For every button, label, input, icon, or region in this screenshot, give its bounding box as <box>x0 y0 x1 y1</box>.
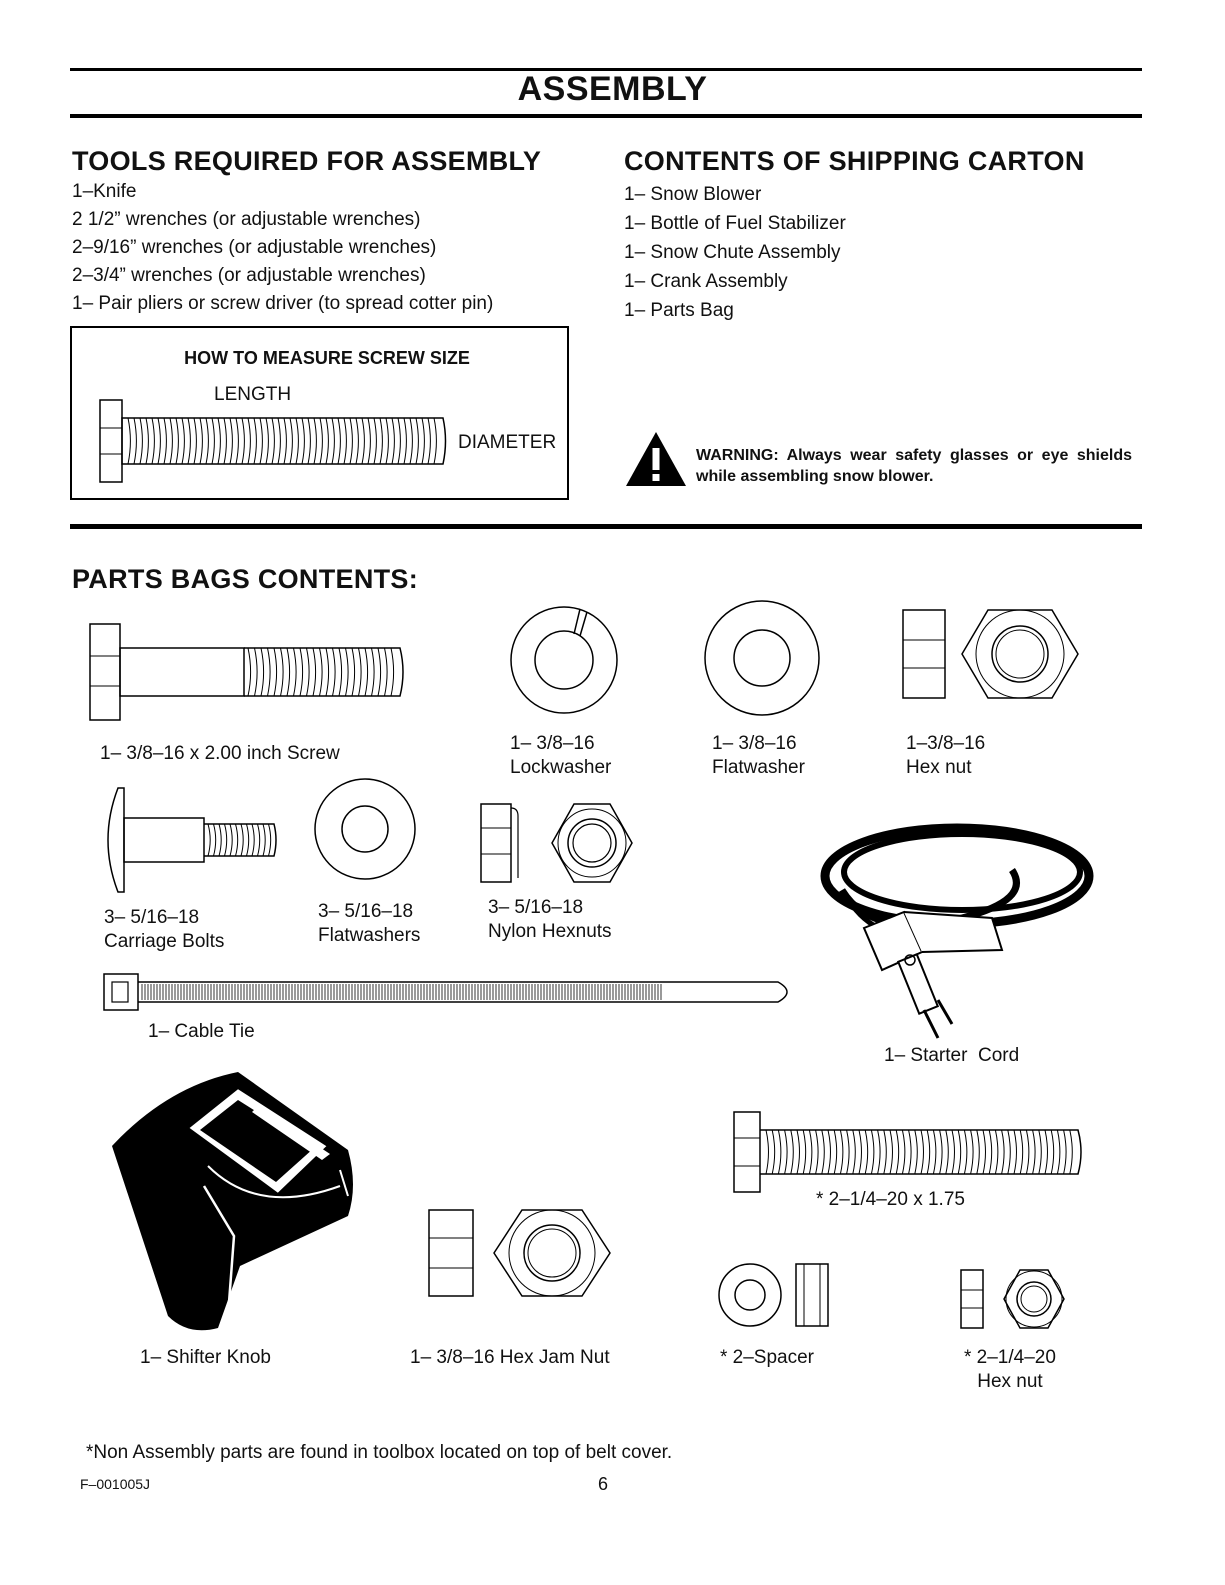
small-hexnut-name: Hex nut <box>977 1371 1043 1392</box>
warning-triangle-icon <box>624 430 688 488</box>
list-item: 1– Parts Bag <box>624 300 734 321</box>
cable-tie-icon <box>102 968 802 1016</box>
lockwasher-size: 1– 3/8–16 <box>510 733 595 754</box>
flatwasher-caption <box>712 732 805 780</box>
list-item: 2–9/16” wrenches (or adjustable wrenches) <box>72 237 437 258</box>
bolt-175-icon <box>732 1110 1088 1194</box>
screw-diagram-icon <box>98 398 458 488</box>
starter-cord-caption: 1– Starter Cord <box>884 1045 1020 1066</box>
lockwasher-caption <box>510 732 611 780</box>
hexnut-caption <box>906 732 985 780</box>
tools-heading: TOOLS REQUIRED FOR ASSEMBLY <box>72 146 542 176</box>
doc-code: F–001005J <box>80 1476 151 1492</box>
footnote: *Non Assembly parts are found in toolbox located on top of belt cover. <box>86 1442 673 1463</box>
hexnut-icon <box>900 606 1085 702</box>
starter-cord-icon <box>812 810 1102 1040</box>
list-item: 1– Bottle of Fuel Stabilizer <box>624 213 846 234</box>
warning-text: WARNING: Always wear safety glasses or eye shields while assembling snow blower. <box>696 447 1132 485</box>
flatwasher-small-icon <box>312 776 418 882</box>
page-number: 6 <box>598 1474 609 1494</box>
hex-jam-nut-caption: 1– 3/8–16 Hex Jam Nut <box>410 1347 610 1368</box>
carriage-bolts-name: Carriage Bolts <box>104 931 225 952</box>
nylon-hexnuts-size: 3– 5/16–18 <box>488 897 584 918</box>
flatwashers-size: 3– 5/16–18 <box>318 901 414 922</box>
measure-box-title: HOW TO MEASURE SCREW SIZE <box>184 348 470 368</box>
lockwasher-icon <box>508 604 620 716</box>
section-rule <box>70 524 1142 529</box>
hex-jam-nut-icon <box>426 1206 616 1300</box>
tools-list <box>72 178 493 318</box>
nylon-hexnuts-name: Nylon Hexnuts <box>488 921 612 942</box>
flatwasher-icon <box>702 598 822 718</box>
bolt-175-caption: * 2–1/4–20 x 1.75 <box>816 1189 965 1210</box>
list-item: 1– Crank Assembly <box>624 271 788 292</box>
carriage-bolts-size: 3– 5/16–18 <box>104 907 200 928</box>
cable-tie-caption: 1– Cable Tie <box>148 1021 255 1042</box>
small-hexnut-icon <box>958 1266 1070 1332</box>
shifter-knob-caption: 1– Shifter Knob <box>140 1347 271 1368</box>
contents-heading: CONTENTS OF SHIPPING CARTON <box>624 146 1085 176</box>
parts-heading: PARTS BAGS CONTENTS: <box>72 564 419 594</box>
screw-icon <box>88 622 408 722</box>
nylon-hexnut-icon <box>478 800 638 886</box>
measure-screw-box <box>70 326 569 500</box>
flatwashers-caption <box>318 900 420 948</box>
contents-list <box>624 180 846 325</box>
spacer-caption: * 2–Spacer <box>720 1347 815 1368</box>
small-hexnut-size: * 2–1/4–20 <box>964 1347 1056 1368</box>
flatwashers-name: Flatwashers <box>318 925 421 946</box>
list-item: 1–Knife <box>72 181 137 202</box>
page-title: ASSEMBLY <box>517 70 708 108</box>
small-hexnut-caption <box>964 1346 1056 1394</box>
nylon-hexnuts-caption <box>488 896 612 944</box>
carriage-bolts-caption <box>104 906 224 954</box>
carriage-bolt-icon <box>96 786 281 894</box>
list-item: 2 1/2” wrenches (or adjustable wrenches) <box>72 209 421 230</box>
hexnut-size: 1–3/8–16 <box>906 733 986 754</box>
list-item: 1– Snow Chute Assembly <box>624 242 841 263</box>
flatwasher-size: 1– 3/8–16 <box>712 733 797 754</box>
length-label: LENGTH <box>214 384 292 405</box>
list-item: 1– Snow Blower <box>624 184 762 205</box>
flatwasher-name: Flatwasher <box>712 757 805 778</box>
shifter-knob-icon <box>108 1066 358 1336</box>
spacer-icon <box>716 1260 836 1330</box>
title-underline <box>70 114 1142 118</box>
screw-caption: 1– 3/8–16 x 2.00 inch Screw <box>100 743 340 764</box>
list-item: 1– Pair pliers or screw driver (to spread cotter pin) <box>72 293 494 314</box>
list-item: 2–3/4” wrenches (or adjustable wrenches) <box>72 265 426 286</box>
lockwasher-name: Lockwasher <box>510 757 612 778</box>
hexnut-name: Hex nut <box>906 757 972 778</box>
diameter-label: DIAMETER <box>458 432 557 453</box>
